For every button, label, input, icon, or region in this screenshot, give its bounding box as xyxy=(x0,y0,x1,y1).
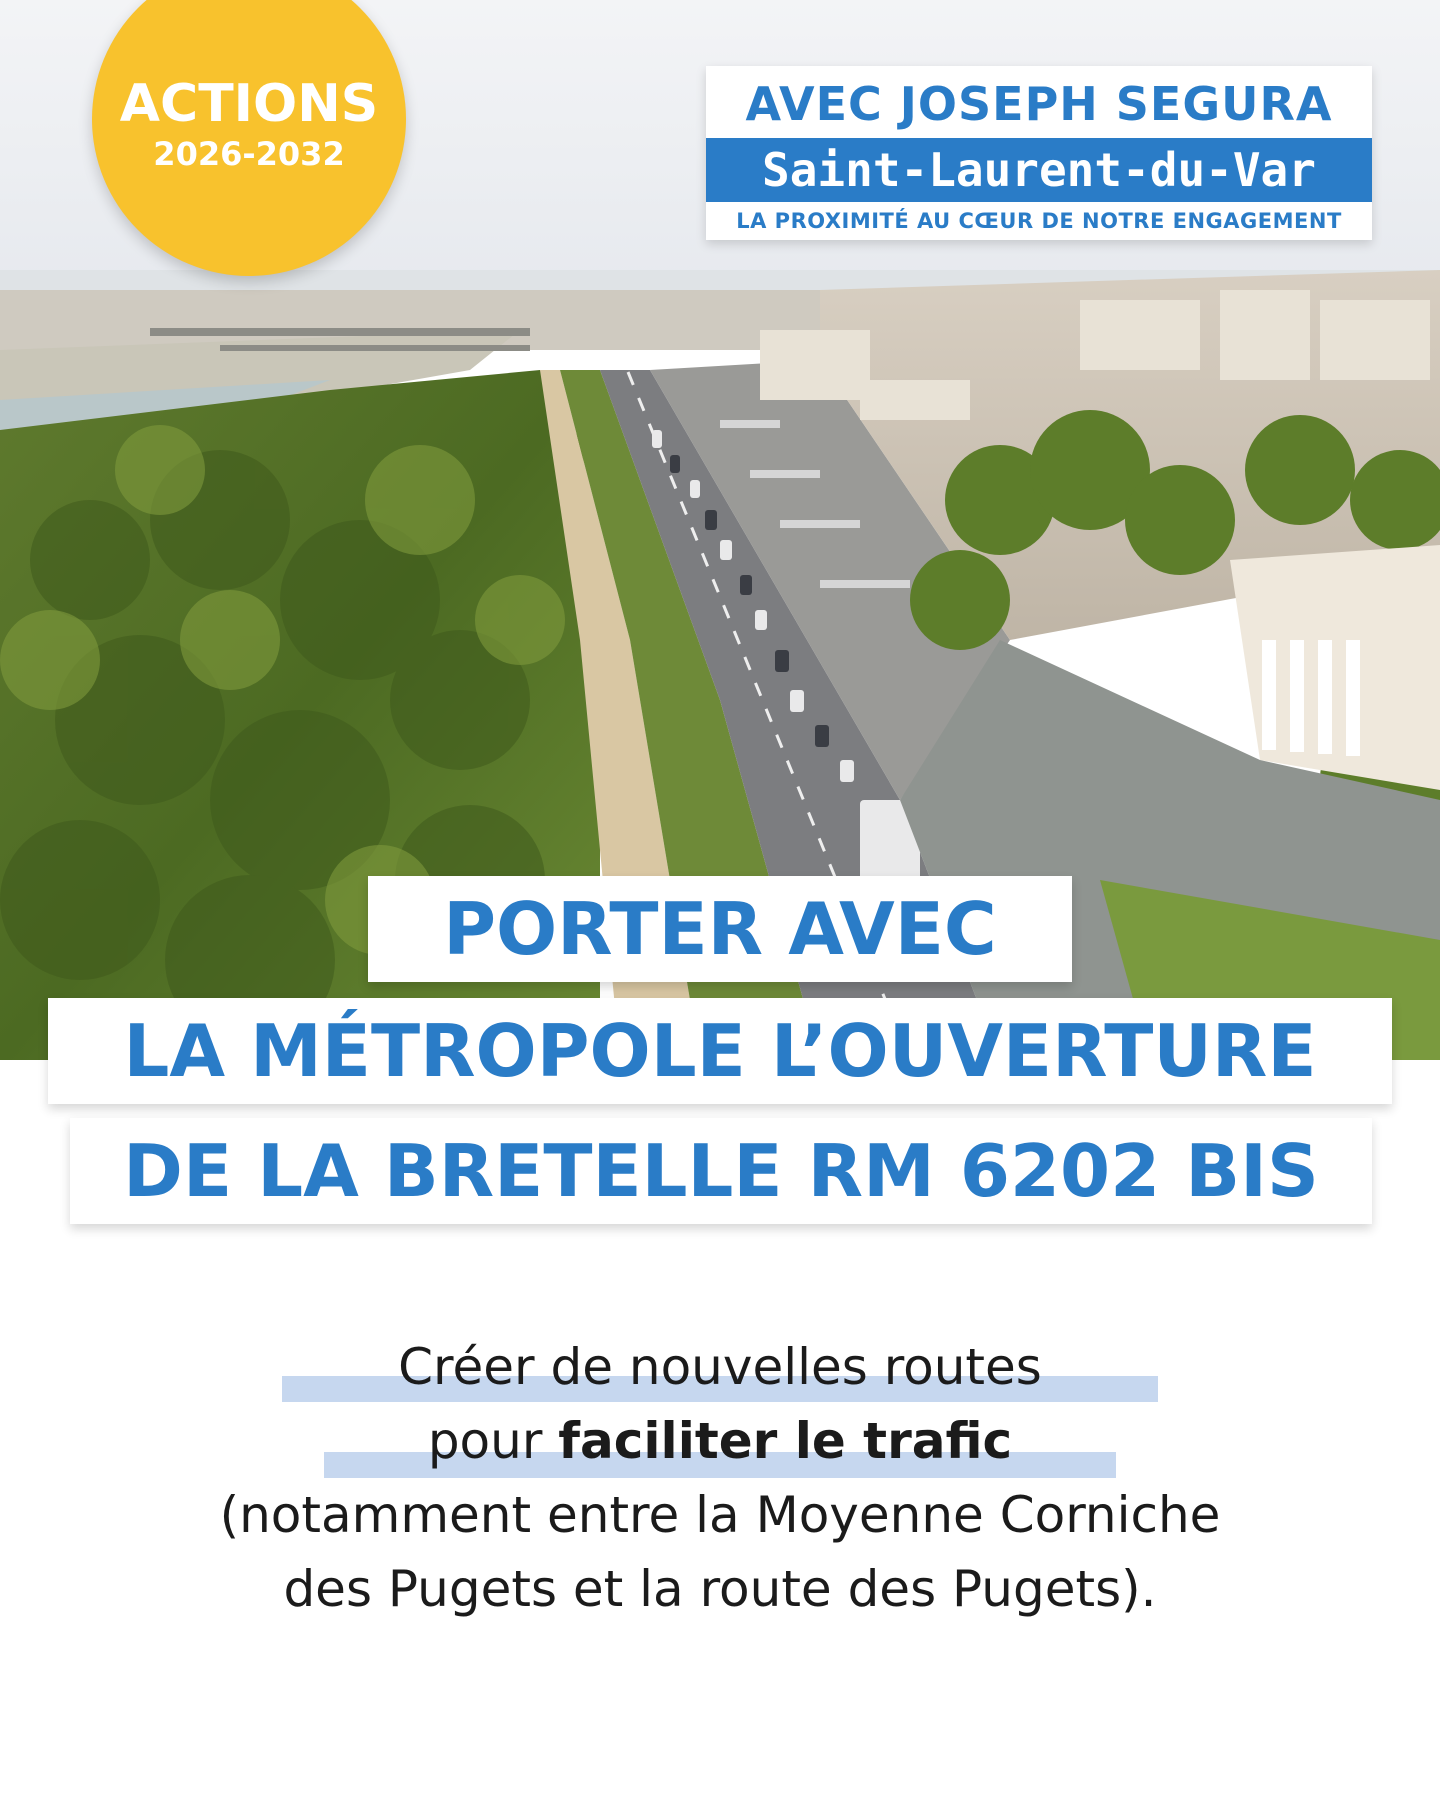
body-text xyxy=(0,1330,1440,1626)
brand-town: Saint-Laurent-du-Var xyxy=(706,138,1372,202)
badge-title: ACTIONS xyxy=(119,74,379,134)
brand-slogan: LA PROXIMITÉ AU CŒUR DE NOTRE ENGAGEMENT xyxy=(736,209,1342,233)
body-line-2-prefix: pour xyxy=(427,1412,559,1470)
headline-line-1: PORTER AVEC xyxy=(368,876,1072,982)
campaign-brand xyxy=(706,66,1372,240)
body-line-2 xyxy=(0,1404,1440,1478)
body-line-3: (notamment entre la Moyenne Corniche xyxy=(219,1486,1221,1544)
badge-years: 2026-2032 xyxy=(153,135,345,173)
body-line-1: Créer de nouvelles routes xyxy=(398,1338,1042,1396)
headline-line-2: LA MÉTROPOLE L’OUVERTURE xyxy=(48,998,1392,1104)
headline-line-3: DE LA BRETELLE RM 6202 BIS xyxy=(70,1118,1372,1224)
body-line-4: des Pugets et la route des Pugets). xyxy=(283,1560,1157,1618)
brand-candidate: AVEC JOSEPH SEGURA xyxy=(745,77,1333,131)
body-line-2-emphasis: faciliter le trafic xyxy=(558,1412,1013,1470)
